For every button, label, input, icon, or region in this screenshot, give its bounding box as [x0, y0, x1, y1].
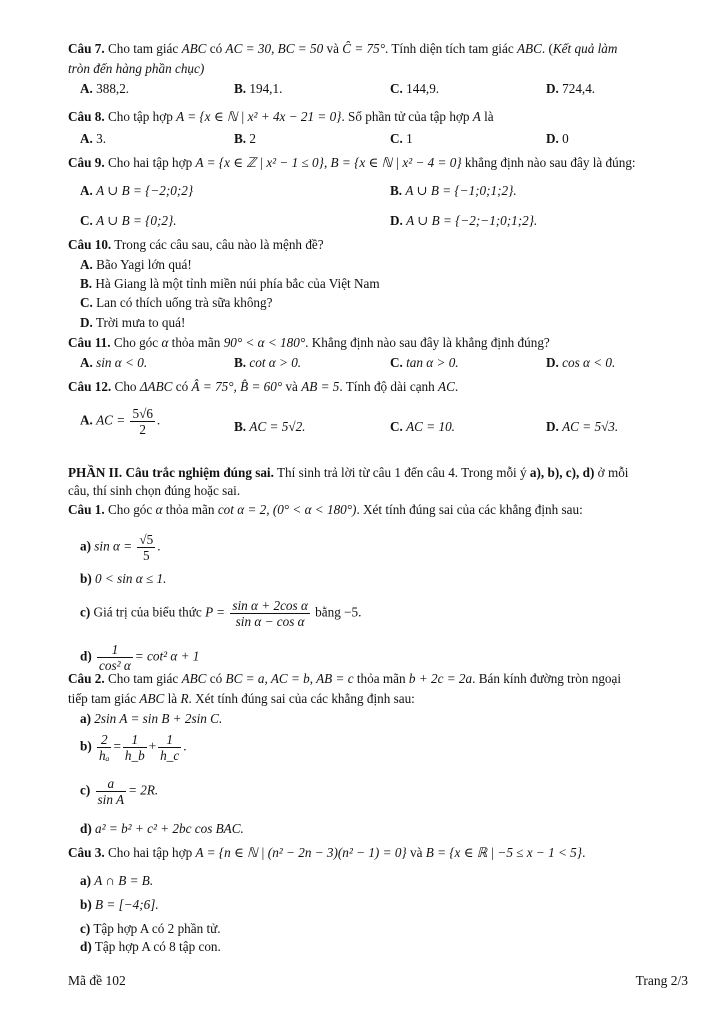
math: A = {n ∈ ℕ | (n² − 2n − 3)(n² − 1) = 0}	[195, 845, 407, 860]
option-label: D.	[390, 213, 403, 228]
page-number: Trang 2/3	[635, 973, 688, 988]
option-label: A.	[80, 131, 93, 146]
option-label: C.	[390, 355, 403, 370]
option-text: A ∪ B = {−2;−1;0;1;2}.	[406, 213, 538, 228]
question-text: thỏa mãn	[353, 671, 409, 686]
question-label: Câu 3.	[68, 845, 105, 860]
option-label: B.	[234, 81, 247, 96]
statement-label: d)	[80, 648, 92, 664]
math: α	[155, 502, 163, 517]
statement-text: 2sin A = sin B + 2sin C.	[94, 711, 223, 726]
option-text: Bão Yagi lớn quá!	[96, 257, 192, 272]
math: b + 2c = 2a	[408, 671, 473, 686]
option-text: tan α > 0.	[406, 355, 459, 370]
option-a[interactable]	[80, 354, 147, 372]
statement-a[interactable]	[80, 710, 222, 728]
option-text: sin α < 0.	[96, 355, 148, 370]
math: ΔABC	[139, 379, 173, 394]
option-d[interactable]	[80, 314, 185, 332]
fraction	[97, 732, 111, 763]
option-label: C.	[80, 213, 93, 228]
question-9	[68, 154, 636, 172]
option-text: 1	[406, 131, 413, 146]
question-7-note	[68, 60, 204, 78]
statement-text: A ∩ B = B.	[94, 873, 154, 888]
question-text: có	[172, 379, 192, 394]
question-text: thỏa mãn	[168, 335, 224, 350]
math: ABC	[181, 671, 207, 686]
option-a[interactable]	[80, 256, 192, 274]
exam-code: Mã đề 102	[68, 973, 126, 988]
statement-d[interactable]	[80, 820, 244, 838]
question-text: Trong các câu sau, câu nào là mệnh đề?	[111, 237, 324, 252]
statement-c[interactable]	[80, 776, 158, 807]
statement-label: d)	[80, 821, 92, 836]
question-label: Câu 2.	[68, 671, 105, 686]
option-label: C.	[390, 419, 403, 434]
question-note: Kết quả làm	[552, 41, 618, 56]
option-b[interactable]	[234, 80, 282, 98]
statement-a[interactable]	[80, 532, 161, 563]
statement-label: a)	[80, 873, 91, 888]
math: AB = 5	[301, 379, 340, 394]
question-11	[68, 334, 550, 352]
question-text: có	[206, 671, 226, 686]
option-label: B.	[80, 276, 93, 291]
math: A	[472, 109, 481, 124]
option-a[interactable]	[80, 182, 193, 200]
math: AC =	[96, 412, 129, 428]
statement-text: B = [−4;6].	[95, 897, 159, 912]
math: A = {x ∈ ℕ | x² + 4x − 21 = 0}	[176, 109, 342, 124]
question-text: ,	[323, 155, 331, 170]
question-note: tròn đến hàng phần chục)	[68, 61, 205, 76]
numerator: 2	[97, 732, 111, 748]
punct: .	[157, 538, 161, 554]
denominator: hₐ	[99, 748, 110, 763]
option-text: Hà Giang là một tỉnh miền núi phía bắc của Việt Nam	[95, 276, 380, 291]
fraction	[137, 532, 155, 563]
statement-d[interactable]	[80, 938, 221, 956]
statement-label: a)	[80, 538, 91, 554]
option-a[interactable]	[80, 406, 160, 437]
statement-text: 0 < sin α ≤ 1.	[95, 571, 167, 586]
section-intro: ở mỗi	[594, 465, 629, 480]
statement-text: Tập hợp A có 2 phần tử.	[93, 921, 221, 936]
statement-text: bằng −5.	[311, 604, 362, 620]
math: AC	[438, 379, 455, 394]
tf-question-3	[68, 844, 585, 862]
option-label: A.	[80, 183, 93, 198]
section-intro-bold: a), b), c), d)	[529, 465, 595, 480]
question-text: và	[282, 379, 302, 394]
question-7	[68, 40, 617, 58]
math: Â = 75°, B̂ = 60°	[191, 379, 283, 394]
fraction	[97, 642, 133, 673]
option-label: A.	[80, 412, 93, 428]
question-text: tiếp tam giác	[68, 691, 140, 706]
option-b[interactable]	[390, 182, 517, 200]
question-text: . Xét tính đúng sai của các khẳng định sau:	[356, 502, 583, 517]
option-text: 724,4.	[562, 81, 596, 96]
option-label: A.	[80, 355, 93, 370]
denominator: 2	[139, 422, 146, 437]
question-text: . Bán kính đường tròn ngoại	[472, 671, 622, 686]
statement-c[interactable]	[80, 920, 221, 938]
option-text: 2	[249, 131, 256, 146]
question-text: .	[454, 379, 459, 394]
option-b[interactable]	[80, 275, 380, 293]
math: P =	[205, 604, 229, 620]
question-text: Cho hai tập hợp	[104, 845, 196, 860]
math: A = {x ∈ ℤ | x² − 1 ≤ 0}	[195, 155, 324, 170]
option-d[interactable]	[546, 354, 615, 372]
part-2-heading	[68, 464, 628, 482]
question-text: Cho tập hợp	[104, 109, 177, 124]
denominator: 5	[143, 548, 150, 563]
statement-text: a² = b² + c² + 2bc cos BAC.	[95, 821, 244, 836]
option-c[interactable]	[390, 130, 413, 148]
denominator: sin α − cos α	[235, 614, 305, 629]
question-text: thỏa mãn	[162, 502, 218, 517]
option-label: D.	[546, 355, 559, 370]
option-text: cot α > 0.	[249, 355, 302, 370]
math: cot α = 2, (0° < α < 180°)	[217, 502, 357, 517]
option-text: cos α < 0.	[562, 355, 616, 370]
option-d[interactable]	[546, 80, 595, 98]
numerator: 1	[123, 732, 147, 748]
numerator: √5	[139, 532, 154, 547]
statement-b[interactable]	[80, 570, 166, 588]
part-2-intro	[68, 482, 240, 500]
numerator: 1	[97, 642, 133, 658]
statement-d[interactable]	[80, 642, 199, 673]
option-a[interactable]	[80, 80, 129, 98]
option-label: D.	[546, 419, 559, 434]
option-label: A.	[80, 257, 93, 272]
numerator: 5√6	[132, 406, 153, 421]
fraction	[96, 776, 127, 807]
option-c[interactable]	[390, 354, 459, 372]
statement-label: d)	[80, 939, 92, 954]
option-text: 194,1.	[249, 81, 283, 96]
question-label: Câu 9.	[68, 155, 105, 170]
statement-label: c)	[80, 782, 91, 798]
option-text: 3.	[96, 131, 107, 146]
option-text: AC = 10.	[406, 419, 455, 434]
math: BC = a, AC = b, AB = c	[225, 671, 354, 686]
fraction	[230, 598, 310, 629]
option-c[interactable]	[80, 212, 177, 230]
option-c[interactable]	[80, 294, 272, 312]
question-text: . Số phần tử của tập hợp	[341, 109, 473, 124]
question-label: Câu 10.	[68, 237, 112, 252]
math: AC = 30, BC = 50	[225, 41, 324, 56]
numerator: a	[96, 776, 127, 792]
option-text: A ∪ B = {0;2}.	[96, 213, 177, 228]
option-label: B.	[234, 131, 247, 146]
question-text: Cho hai tập hợp	[104, 155, 196, 170]
question-text: Cho tam giác	[104, 671, 182, 686]
option-text: 388,2.	[96, 81, 130, 96]
option-label: B.	[234, 419, 247, 434]
option-label: C.	[390, 131, 403, 146]
option-text: Lan có thích uống trà sữa không?	[96, 295, 273, 310]
question-text: là	[164, 691, 181, 706]
question-12	[68, 378, 458, 396]
question-8	[68, 108, 494, 126]
question-label: Câu 12.	[68, 379, 112, 394]
math: α	[161, 335, 169, 350]
statement-c[interactable]	[80, 598, 361, 629]
question-text: có	[206, 41, 226, 56]
option-b[interactable]	[234, 354, 301, 372]
statement-label: a)	[80, 711, 91, 726]
statement-label: c)	[80, 921, 91, 936]
math: R	[180, 691, 189, 706]
tf-question-2-line2	[68, 690, 415, 708]
option-label: D.	[80, 315, 93, 330]
denominator: sin A	[97, 792, 125, 807]
option-text: A ∪ B = {−1;0;1;2}.	[405, 183, 517, 198]
math: B = {x ∈ ℝ | −5 ≤ x − 1 < 5}	[425, 845, 583, 860]
math: ABC	[516, 41, 542, 56]
option-b[interactable]	[234, 418, 305, 436]
question-label: Câu 1.	[68, 502, 105, 517]
tf-question-2	[68, 670, 621, 688]
question-text: Cho	[111, 379, 140, 394]
question-text: và	[406, 845, 426, 860]
question-text: . Tính độ dài cạnh	[339, 379, 439, 394]
option-text: 144,9.	[406, 81, 440, 96]
denominator: h_c	[160, 748, 180, 763]
statement-text: Tập hợp A có 8 tập con.	[94, 939, 221, 954]
option-b[interactable]	[234, 130, 256, 148]
statement-a[interactable]	[80, 872, 153, 890]
fraction	[123, 732, 147, 763]
math: Ĉ = 75°	[342, 41, 385, 56]
denominator: cos² α	[99, 658, 131, 673]
math: = 2R.	[128, 782, 159, 798]
fraction	[130, 406, 154, 437]
question-label: Câu 11.	[68, 335, 111, 350]
question-text: . Tính diện tích tam giác	[385, 41, 517, 56]
option-label: C.	[80, 295, 93, 310]
option-text: A ∪ B = {−2;0;2}	[96, 183, 194, 198]
math: ABC	[181, 41, 207, 56]
fraction	[158, 732, 181, 763]
option-label: B.	[234, 355, 247, 370]
question-text: khẳng định nào sau đây là đúng:	[461, 155, 636, 170]
punct: .	[156, 412, 161, 428]
option-text: AC = 5√3.	[562, 419, 619, 434]
option-d[interactable]	[546, 130, 569, 148]
question-text: . Khẳng định nào sau đây là khẳng định đúng?	[305, 335, 550, 350]
option-label: D.	[546, 131, 559, 146]
statement-label: b)	[80, 571, 92, 586]
option-c[interactable]	[390, 80, 439, 98]
option-label: C.	[390, 81, 403, 96]
math: sin α =	[94, 538, 136, 554]
option-text: Trời mưa to quá!	[95, 315, 186, 330]
math: ABC	[139, 691, 165, 706]
numerator: sin α + 2cos α	[232, 598, 308, 613]
question-text: là	[480, 109, 494, 124]
section-intro: câu, thí sinh chọn đúng hoặc sai.	[68, 483, 241, 498]
question-text: Cho tam giác	[104, 41, 182, 56]
question-text: . Xét tính đúng sai của các khẳng định sau:	[188, 691, 415, 706]
question-text: và	[323, 41, 343, 56]
option-d[interactable]	[390, 212, 537, 230]
option-a[interactable]	[80, 130, 106, 148]
section-title: PHẦN II. Câu trắc nghiệm đúng sai.	[68, 465, 274, 480]
statement-label: b)	[80, 897, 92, 912]
denominator: h_b	[124, 748, 145, 763]
statement-label: b)	[80, 738, 92, 754]
question-10	[68, 236, 324, 254]
math: B = {x ∈ ℕ | x² − 4 = 0}	[330, 155, 462, 170]
question-text: Cho góc	[110, 335, 162, 350]
math: 90° < α < 180°	[223, 335, 306, 350]
statement-label: c)	[80, 604, 91, 620]
statement-b[interactable]: b) $\frac{2}{\text{hₐ}}$ = $\frac{1}{h\_b}$ + $\frac{1}{h\_c}$ .	[80, 732, 187, 763]
numerator: 1	[158, 732, 181, 748]
option-label: B.	[390, 183, 403, 198]
option-d[interactable]	[546, 418, 618, 436]
option-c[interactable]	[390, 418, 455, 436]
section-intro: Thí sinh trả lời từ câu 1 đến câu 4. Trong mỗi ý	[273, 465, 530, 480]
option-label: D.	[546, 81, 559, 96]
page-footer	[68, 973, 688, 989]
tf-question-1	[68, 501, 583, 519]
question-text: .	[582, 845, 586, 860]
statement-text: Giá trị của biểu thức	[93, 604, 206, 620]
option-label: A.	[80, 81, 93, 96]
question-label: Câu 7.	[68, 41, 105, 56]
math: = cot² α + 1	[134, 648, 200, 664]
question-text: . (	[541, 41, 553, 56]
option-text: AC = 5√2.	[249, 419, 306, 434]
question-label: Câu 8.	[68, 109, 105, 124]
statement-b[interactable]	[80, 896, 159, 914]
question-text: Cho góc	[104, 502, 156, 517]
option-text: 0	[562, 131, 569, 146]
